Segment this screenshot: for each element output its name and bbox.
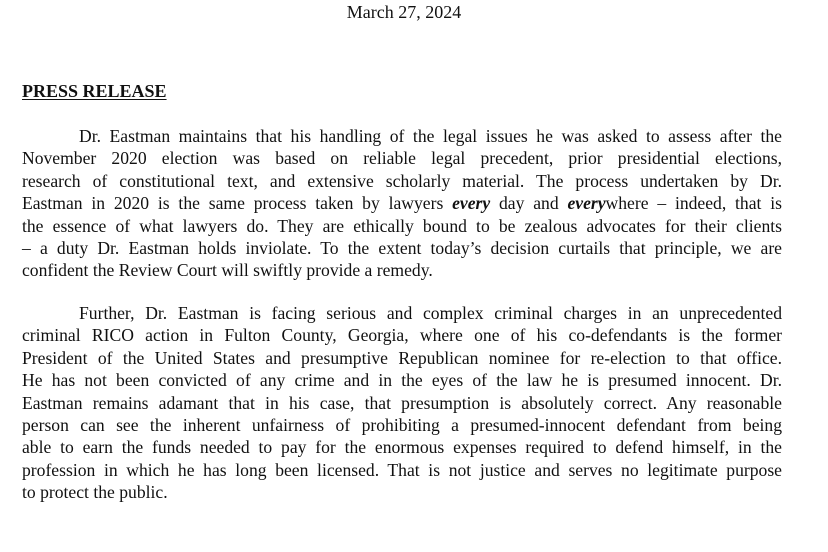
paragraph-2-line-8: profession in which he has long been licensed. That is not justice and serves no legitimate purpose <box>22 459 782 480</box>
paragraph-2-line-3: President of the United States and presumptive Republican nominee for re-election to that office. <box>22 347 782 368</box>
paragraph-2-line-9: to protect the public. <box>22 482 168 503</box>
paragraph-1-line-4 <box>22 192 782 214</box>
paragraph-1-line-1: Dr. Eastman maintains that his handling of the legal issues he was asked to assess after the <box>79 126 782 146</box>
paragraph-1-line-6: – a duty Dr. Eastman holds inviolate. To the extent today’s decision curtails that principle, we are <box>22 238 782 259</box>
paragraph-2-line-4: He has not been convicted of any crime and in the eyes of the law he is presumed innocent. Dr. <box>22 370 782 391</box>
paragraph-1 <box>22 125 782 282</box>
paragraph-1-line-5: the essence of what lawyers do. They are ethically bound to be zealous advocates for their clients <box>22 215 782 236</box>
paragraph-1-line-3: research of constitutional text, and extensive scholarly material. The process undertaken by Dr. <box>22 170 782 191</box>
emphasis-every-2: every <box>567 193 606 214</box>
line-4-text-a: Eastman in 2020 is the same process taken by lawyers <box>22 193 453 214</box>
paragraph-2 <box>22 302 782 504</box>
release-date: March 27, 2024 <box>346 2 462 22</box>
paragraph-2-line-5: Eastman remains adamant that in his case, that presumption is absolutely correct. Any reasonable <box>22 392 782 413</box>
line-4-text-b: day and <box>490 193 568 214</box>
paragraph-1-line-2: November 2020 election was based on reliable legal precedent, prior presidential elections, <box>22 148 782 169</box>
paragraph-2-line-1: Further, Dr. Eastman is facing serious and complex criminal charges in an unprecedented <box>79 303 782 323</box>
paragraph-2-line-6: person can see the inherent unfairness of prohibiting a presumed-innocent defendant from being <box>22 415 782 436</box>
paragraph-2-line-2: criminal RICO action in Fulton County, Georgia, where one of his co-defendants is the former <box>22 325 782 346</box>
paragraph-2-line-7: able to earn the funds needed to pay for the enormous expenses required to defend himself, in the <box>22 437 782 458</box>
paragraph-1-line-7: confident the Review Court will swiftly provide a remedy. <box>22 260 433 281</box>
line-4-text-c: where – indeed, that is <box>605 193 782 214</box>
page-title: PRESS RELEASE <box>22 81 167 101</box>
emphasis-every-1: every <box>452 193 491 214</box>
